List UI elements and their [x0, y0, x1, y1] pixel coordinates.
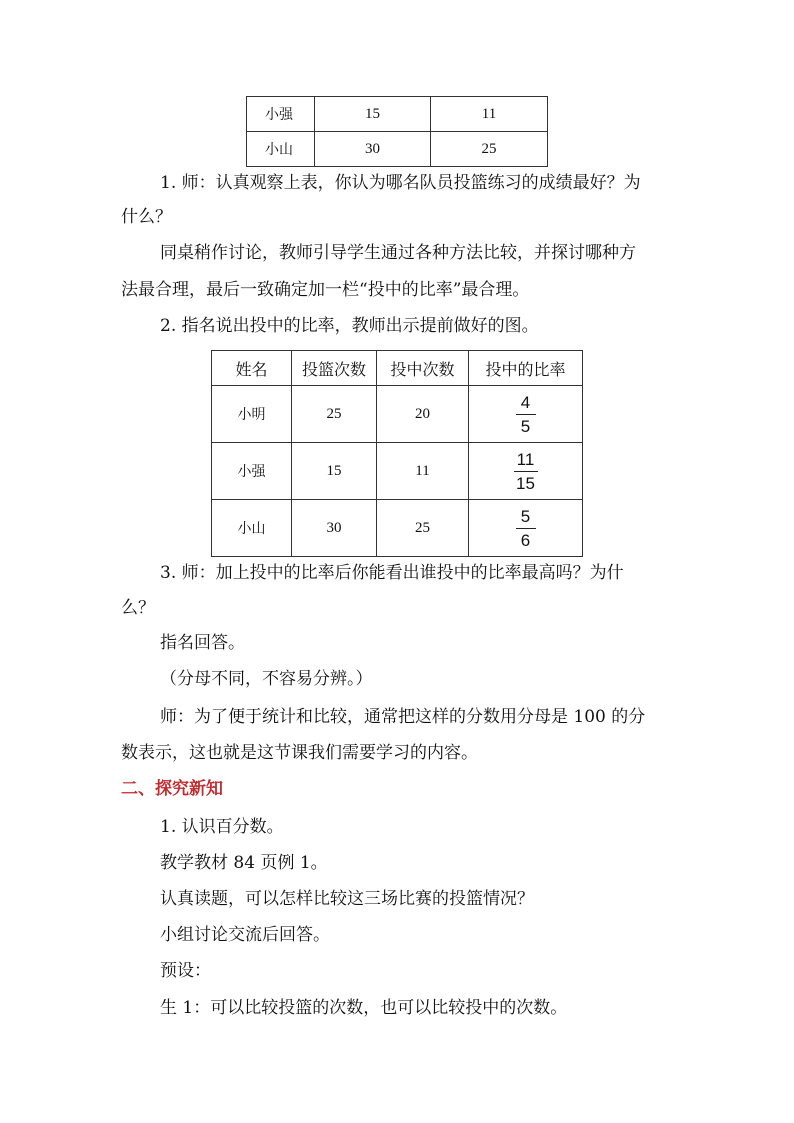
header-ratio: 投中的比率 — [469, 351, 583, 386]
ratio-fraction — [514, 450, 538, 493]
section-heading: 二、探究新知 — [121, 779, 223, 799]
name-cell: 小山 — [212, 500, 292, 557]
ratio-table — [211, 350, 583, 557]
name-cell: 小山 — [247, 132, 315, 167]
paragraph-student-1: 生 1：可以比较投篮的次数，也可以比较投中的次数。 — [160, 998, 568, 1018]
fraction-numerator: 4 — [520, 392, 531, 412]
table-row — [247, 97, 548, 132]
fraction-denominator: 6 — [520, 530, 531, 550]
partial-top-table — [246, 96, 548, 167]
name-cell: 小强 — [247, 97, 315, 132]
paragraph-group-discuss: 小组讨论交流后回答。 — [160, 925, 330, 945]
paragraph-question-3-cont: 么？ — [121, 598, 155, 618]
paragraph-discussion-cont: 法最合理，最后一致确定加一栏“投中的比率”最合理。 — [121, 280, 530, 300]
ratio-cell — [469, 500, 583, 557]
header-hits: 投中次数 — [377, 351, 469, 386]
paragraph-answer: （分母不同，不容易分辨。） — [160, 669, 373, 689]
shots-cell: 25 — [292, 386, 377, 443]
paragraph-textbook: 教学教材 84 页例 1。 — [160, 853, 328, 873]
paragraph-discussion: 同桌稍作讨论，教师引导学生通过各种方法比较，并探讨哪种方 — [160, 243, 636, 263]
table-row — [212, 386, 583, 443]
header-name: 姓名 — [212, 351, 292, 386]
fraction-denominator: 5 — [520, 416, 531, 436]
table-header-row — [212, 351, 583, 386]
ratio-cell — [469, 443, 583, 500]
name-cell: 小强 — [212, 443, 292, 500]
fraction-bar — [516, 414, 536, 415]
table-row — [212, 443, 583, 500]
shots-cell: 15 — [315, 97, 431, 132]
paragraph-step-2: 2. 指名说出投中的比率，教师出示提前做好的图。 — [160, 316, 539, 336]
paragraph-read-question: 认真读题，可以怎样比较这三场比赛的投篮情况？ — [160, 889, 534, 909]
table-row — [212, 500, 583, 557]
shots-cell: 30 — [292, 500, 377, 557]
hits-cell: 25 — [431, 132, 548, 167]
table-row — [247, 132, 548, 167]
fraction-numerator: 11 — [516, 449, 535, 469]
hits-cell: 11 — [431, 97, 548, 132]
paragraph-question-3: 3. 师：加上投中的比率后你能看出谁投中的比率最高吗？为什 — [160, 563, 624, 583]
paragraph-question-1: 1. 师：认真观察上表，你认为哪名队员投篮练习的成绩最好？为 — [160, 173, 641, 193]
fraction-numerator: 5 — [520, 506, 531, 526]
hits-cell: 11 — [377, 443, 469, 500]
header-shots: 投篮次数 — [292, 351, 377, 386]
paragraph-preset: 预设： — [160, 961, 211, 981]
fraction-bar — [516, 528, 536, 529]
paragraph-teacher-cont: 数表示，这也就是这节课我们需要学习的内容。 — [121, 743, 478, 763]
hits-cell: 25 — [377, 500, 469, 557]
paragraph-question-1-cont: 什么？ — [121, 207, 172, 227]
ratio-cell — [469, 386, 583, 443]
ratio-fraction — [516, 393, 536, 436]
shots-cell: 15 — [292, 443, 377, 500]
fraction-bar — [514, 471, 538, 472]
paragraph-answer-prompt: 指名回答。 — [160, 633, 245, 653]
fraction-denominator: 15 — [516, 473, 535, 493]
hits-cell: 20 — [377, 386, 469, 443]
paragraph-item-1: 1. 认识百分数。 — [160, 817, 284, 837]
paragraph-teacher: 师：为了便于统计和比较，通常把这样的分数用分母是 100 的分 — [160, 707, 646, 727]
name-cell: 小明 — [212, 386, 292, 443]
ratio-fraction — [516, 507, 536, 550]
shots-cell: 30 — [315, 132, 431, 167]
